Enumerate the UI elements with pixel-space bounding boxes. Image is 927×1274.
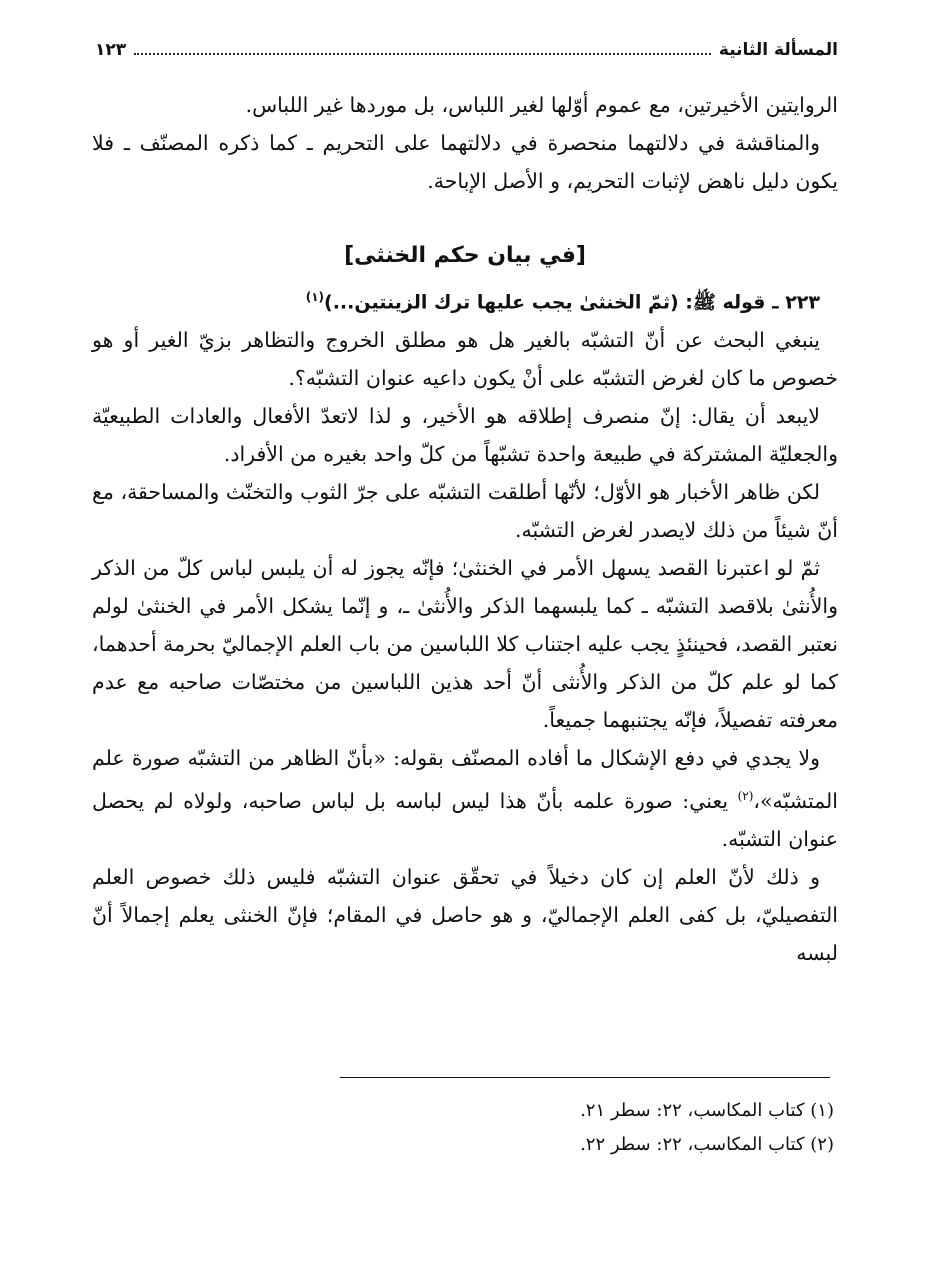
footnote: (١) كتاب المكاسب، ٢٢: سطر ٢١. bbox=[580, 1100, 834, 1121]
footnote-ref: (١) bbox=[305, 290, 325, 304]
quote-text: ولا يجدي في دفع الإشكال ما أفاده المصنّف بقوله: «بأنّ الظاهر من التشبّه صورة علم المتشبّه»، bbox=[92, 746, 838, 814]
section-heading: [في بيان حكم الخنثى] bbox=[344, 243, 586, 268]
paragraph: و ذلك لأنّ العلم إن كان دخيلاً في تحقّق عنوان التشبّه فليس ذلك خصوص العلم التفصيليّ، بل كفى العلم الإجماليّ، و هو حاصل في المقام؛ فإنّ الخنثى يعلم إجمالاً أنّ لبسه bbox=[92, 865, 838, 966]
paragraph: ينبغي البحث عن أنّ التشبّه بالغير هل هو مطلق الخروج والتظاهر بزيّ الغير أو هو خصوص ما كان لغرض التشبّه على أنْ يكون داعيه عنوان التشبّه؟. bbox=[92, 328, 838, 391]
footnote: (٢) كتاب المكاسب، ٢٢: سطر ٢٢. bbox=[580, 1134, 834, 1155]
paragraph: الروايتين الأخيرتين، مع عموم أوّلها لغير اللباس، بل موردها غير اللباس. bbox=[245, 93, 838, 117]
item-lead bbox=[92, 278, 838, 321]
quote-paragraph bbox=[92, 739, 838, 858]
paragraph: والمناقشة في دلالتهما منحصرة في دلالتهما على التحريم ـ كما ذكره المصنّف ـ فلا يكون دليل ناهض لإثبات التحريم، و الأصل الإباحة. bbox=[92, 131, 838, 193]
quote-continuation: يعني: صورة علمه بأنّ هذا ليس لباسه بل لباس صاحبه، ولولاه لم يحصل عنوان التشبّه. bbox=[92, 789, 838, 852]
header-title: المسألة الثانية bbox=[718, 40, 838, 60]
footnote-ref: (٢) bbox=[737, 789, 754, 804]
paragraph: ثمّ لو اعتبرنا القصد يسهل الأمر في الخنثىٰ؛ فإنّه يجوز له أن يلبس لباس كلّ من الذكر والأُنثىٰ بلاقصد التشبّه ـ كما يلبسهما الذكر والأُنثىٰ ـ، و إنّما يشكل الأمر في الخنثىٰ لولم نعتبر القصد، فحينئذٍ يجب عليه اجتناب كلا اللباسين من باب العلم الإجماليّ بحرمة أحدهما، كما لو علم كلّ من الذكر والأُنثى أنّ أحد هذين اللباسين من مختصّات صاحبه مع عدم معرفته تفصيلاً، فإنّه يجتنبهما جميعاً. bbox=[92, 556, 838, 733]
item-lead-text: ٢٢٣ ـ قوله ﷺ: (ثمّ الخنثىٰ يجب عليها ترك الزينتين...) bbox=[324, 291, 820, 314]
body-text bbox=[92, 86, 838, 972]
page-number: ١٢٣ bbox=[95, 40, 127, 60]
paragraph: لايبعد أن يقال: إنّ منصرف إطلاقه هو الأخير، و لذا لاتعدّ الأفعال والعادات الطبيعيّة والجعليّة المشتركة في طبيعة واحدة تشبّهاً من كلّ واحد بغيره من الأفراد. bbox=[92, 404, 838, 467]
footnote-separator bbox=[340, 1077, 830, 1078]
footnotes bbox=[340, 1094, 834, 1162]
running-header bbox=[95, 34, 838, 60]
paragraph: لكن ظاهر الأخبار هو الأوّل؛ لأنّها أطلقت التشبّه على جرّ الثوب والتخنّث والمساحقة، مع أنّ شيئاً من ذلك لايصدر لغرض التشبّه. bbox=[92, 480, 838, 543]
header-leader-dots bbox=[134, 53, 711, 55]
